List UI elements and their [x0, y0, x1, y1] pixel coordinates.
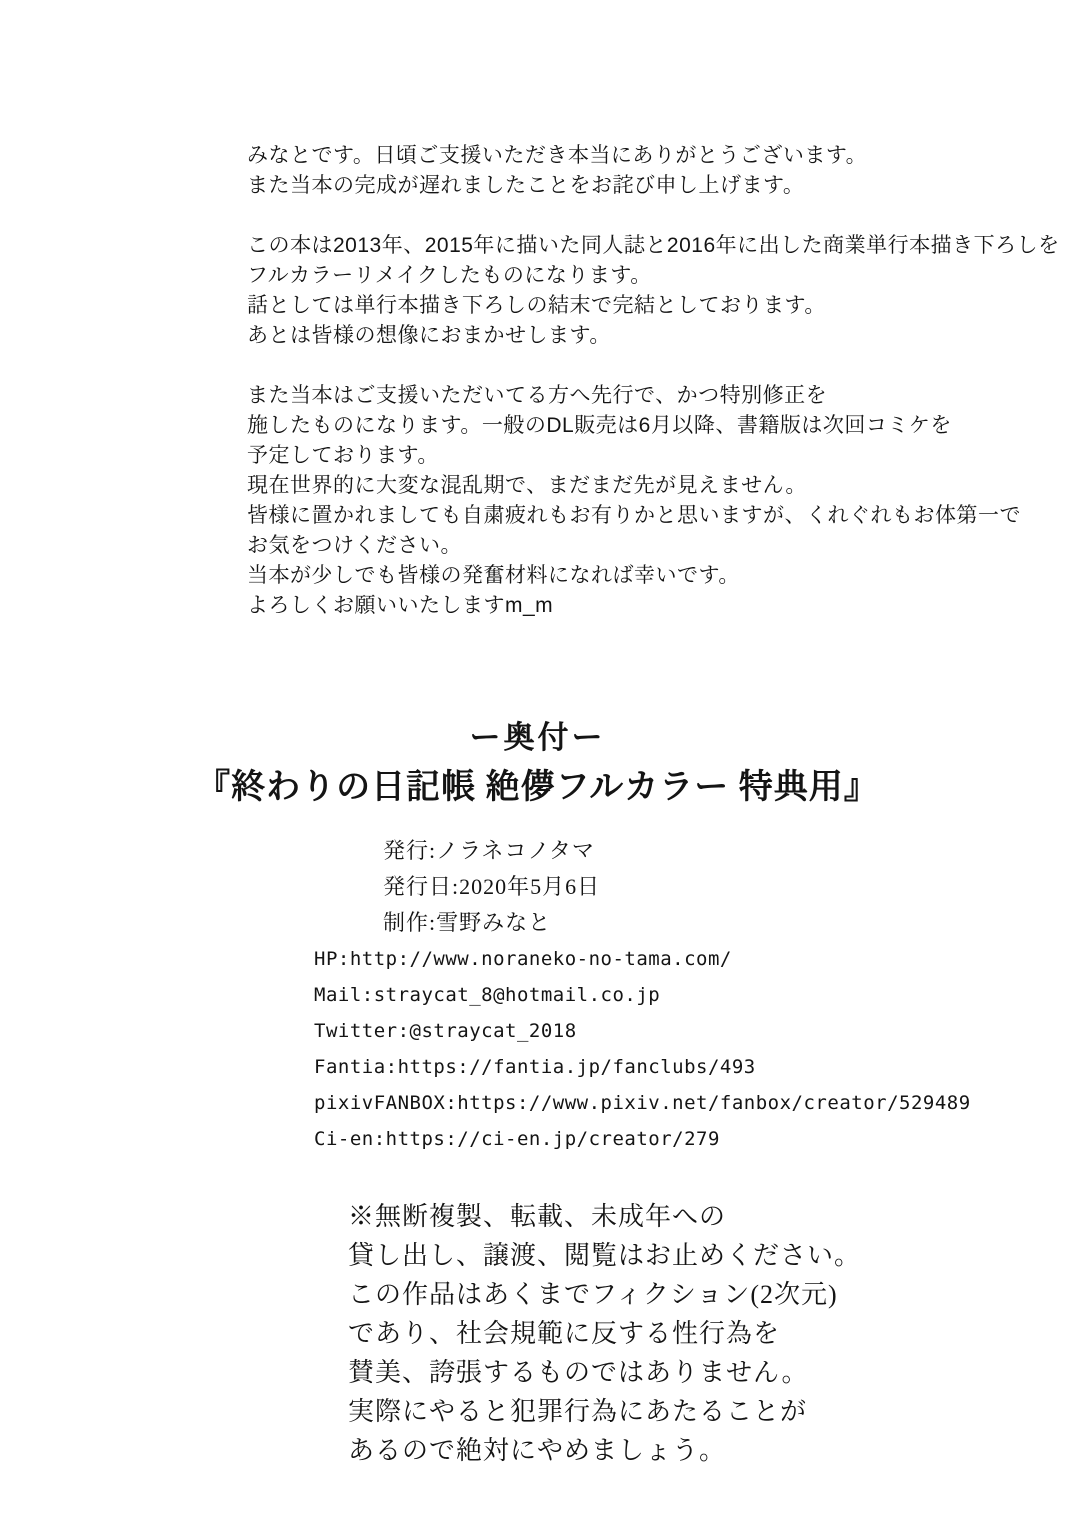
disclaimer — [348, 1197, 861, 1470]
mail-line: Mail:straycat_8@hotmail.co.jp — [314, 984, 661, 1006]
text-line: 施したものになります。一般のDL販売は6月以降、書籍版は次回コミケを — [247, 414, 952, 437]
disclaimer-line: あるので絶対にやめましょう。 — [348, 1436, 727, 1465]
text-line: みなとです。日頃ご支援いただき本当にありがとうございます。 — [247, 144, 868, 167]
disclaimer-line: この作品はあくまでフィクション(2次元) — [348, 1280, 838, 1309]
text-line: 現在世界的に大変な混乱期で、まだまだ先が見えません。 — [247, 474, 807, 497]
text-line: 予定しております。 — [247, 444, 439, 467]
disclaimer-line: であり、社会規範に反する性行為を — [348, 1319, 781, 1348]
okuzuke-heading: ー奥付ー — [469, 720, 606, 755]
text-line: あとは皆様の想像におまかせします。 — [247, 324, 611, 347]
publisher-line: 発行:ノラネコノタマ — [383, 838, 595, 863]
text-line: 話としては単行本描き下ろしの結末で完結としております。 — [247, 294, 826, 317]
disclaimer-line: 賛美、誇張するものではありません。 — [348, 1358, 809, 1387]
disclaimer-line: 貸し出し、譲渡、閲覧はお止めください。 — [348, 1241, 862, 1270]
twitter-line: Twitter:@straycat_2018 — [314, 1020, 577, 1042]
fantia-url-line: Fantia:https://fantia.jp/fanclubs/493 — [314, 1056, 756, 1078]
book-title: 『終わりの日記帳 絶儚フルカラー 特典用』 — [196, 769, 879, 806]
publish-date-line: 発行日:2020年5月6日 — [383, 874, 601, 899]
text-line: よろしくお願いいたしますm_m — [247, 594, 554, 617]
intro-text-block — [247, 141, 1060, 621]
colophon-details — [314, 833, 971, 1157]
production-line: 制作:雪野みなと — [383, 910, 552, 935]
intro-paragraph-greeting — [247, 141, 1060, 201]
text-line: この本は2013年、2015年に描いた同人誌と2016年に出した商業単行本描き下ろしを — [247, 234, 1060, 257]
intro-paragraph-about-book — [247, 231, 1060, 351]
text-line: 当本が少しでも皆様の発奮材料になれば幸いです。 — [247, 564, 740, 587]
disclaimer-line: ※無断複製、転載、未成年への — [348, 1202, 727, 1231]
text-line: また当本はご支援いただいてる方へ先行で、かつ特別修正を — [247, 384, 828, 407]
pixiv-fanbox-url-line: pixivFANBOX:https://www.pixiv.net/fanbox/creator/529489 — [314, 1092, 971, 1114]
text-line: フルカラーリメイクしたものになります。 — [247, 264, 652, 287]
hp-url-line: HP:http://www.noraneko-no-tama.com/ — [314, 948, 732, 970]
ci-en-url-line: Ci-en:https://ci-en.jp/creator/279 — [314, 1128, 720, 1150]
intro-paragraph-release-info — [247, 381, 1060, 621]
disclaimer-line: 実際にやると犯罪行為にあたることが — [348, 1397, 808, 1426]
text-line: また当本の完成が遅れましたことをお詫び申し上げます。 — [247, 174, 805, 197]
text-line: お気をつけください。 — [247, 534, 462, 557]
text-line: 皆様に置かれましても自粛疲れもお有りかと思いますが、くれぐれもお体第一で — [247, 504, 1021, 527]
